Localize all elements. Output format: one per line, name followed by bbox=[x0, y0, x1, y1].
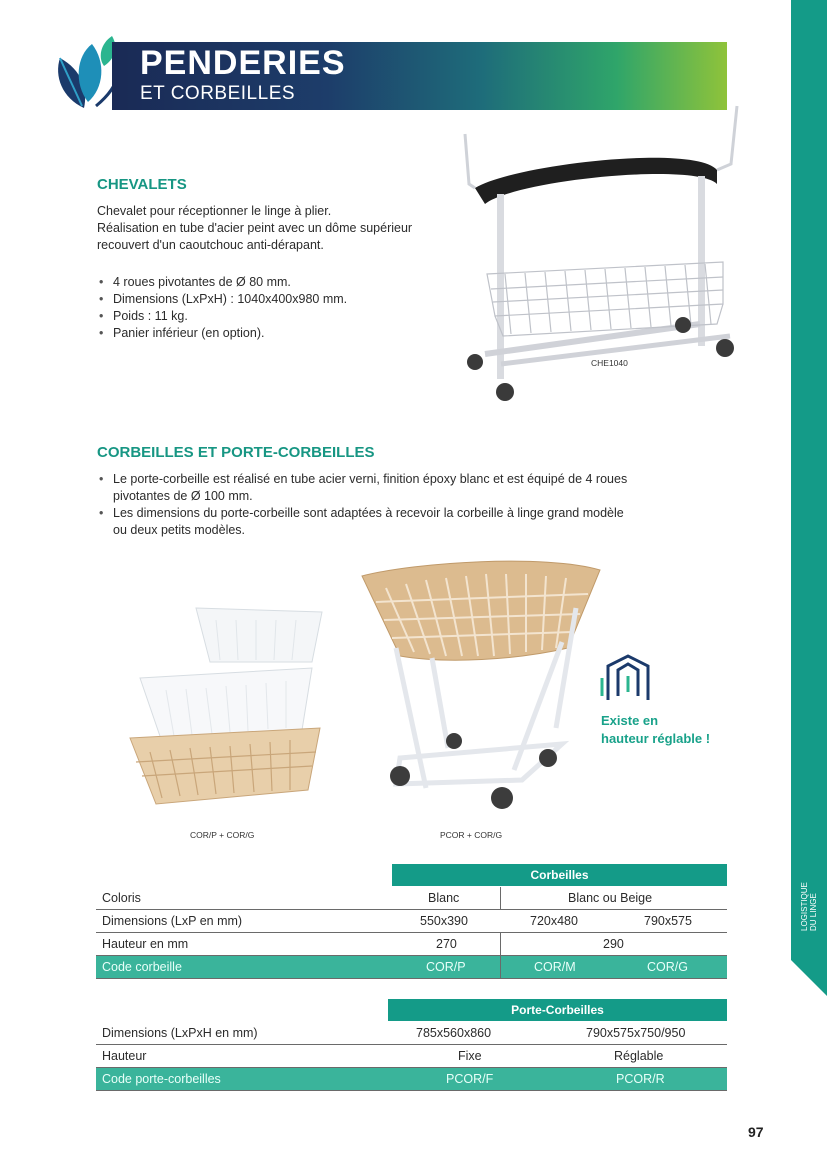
list-item: • Le porte-corbeille est réalisé en tube acier verni, finition époxy blanc et est équipé de 4 roues pivotantes de Ø 100 mm. bbox=[97, 471, 737, 505]
stacked-baskets-caption: COR/P + COR/G bbox=[190, 830, 255, 840]
list-item: • Panier inférieur (en option). bbox=[97, 325, 347, 342]
list-item: • Poids : 11 kg. bbox=[97, 308, 347, 325]
chevalet-caption: CHE1040 bbox=[591, 358, 628, 368]
chevalets-heading: CHEVALETS bbox=[97, 176, 187, 193]
column-divider bbox=[500, 933, 501, 979]
table-row: Dimensions (LxP en mm) 550x390 720x480 790x575 bbox=[96, 910, 727, 933]
table-row: Hauteur en mm 270 290 bbox=[96, 933, 727, 956]
porte-table-header: Porte-Corbeilles bbox=[388, 999, 727, 1021]
side-band bbox=[791, 0, 827, 960]
table-row: Dimensions (LxPxH en mm) 785x560x860 790x575x750/950 bbox=[96, 1022, 727, 1045]
page-subtitle: ET CORBEILLES bbox=[140, 83, 296, 104]
side-band-corner bbox=[791, 960, 827, 996]
basket-trolley-image bbox=[356, 548, 606, 828]
corbeilles-heading: CORBEILLES ET PORTE-CORBEILLES bbox=[97, 444, 375, 461]
corbeilles-specs bbox=[97, 471, 737, 539]
stacked-baskets-image bbox=[126, 590, 326, 810]
trolley-caption: PCOR + COR/G bbox=[440, 830, 503, 840]
table-row: Coloris Blanc Blanc ou Beige bbox=[96, 887, 727, 910]
adjustable-height-icon bbox=[598, 652, 658, 702]
list-item: • Dimensions (LxPxH) : 1040x400x980 mm. bbox=[97, 291, 347, 308]
list-item: • 4 roues pivotantes de Ø 80 mm. bbox=[97, 274, 347, 291]
table-row: Hauteur Fixe Réglable bbox=[96, 1045, 727, 1068]
column-divider bbox=[500, 887, 501, 910]
chevalets-specs bbox=[97, 274, 347, 342]
chevalets-description: Chevalet pour réceptionner le linge à plier. Réalisation en tube d'acier peint avec un dôme supérieur recouvert d'un caoutchouc anti-dérapant. bbox=[97, 204, 413, 252]
list-item: • Les dimensions du porte-corbeille sont adaptées à recevoir la corbeille à linge grand modèle ou deux petits modèles. bbox=[97, 505, 737, 539]
page-number: 97 bbox=[748, 1124, 764, 1140]
corbeilles-table-header: Corbeilles bbox=[392, 864, 727, 886]
adjustable-note: Existe en hauteur réglable ! bbox=[601, 713, 711, 746]
table-row: Code porte-corbeilles PCOR/F PCOR/R bbox=[96, 1068, 727, 1091]
page-title: PENDERIES bbox=[140, 44, 346, 82]
side-label: LOGISTIQUE DU LINGE bbox=[800, 882, 818, 931]
table-row: Code corbeille COR/P COR/M COR/G bbox=[96, 956, 727, 979]
